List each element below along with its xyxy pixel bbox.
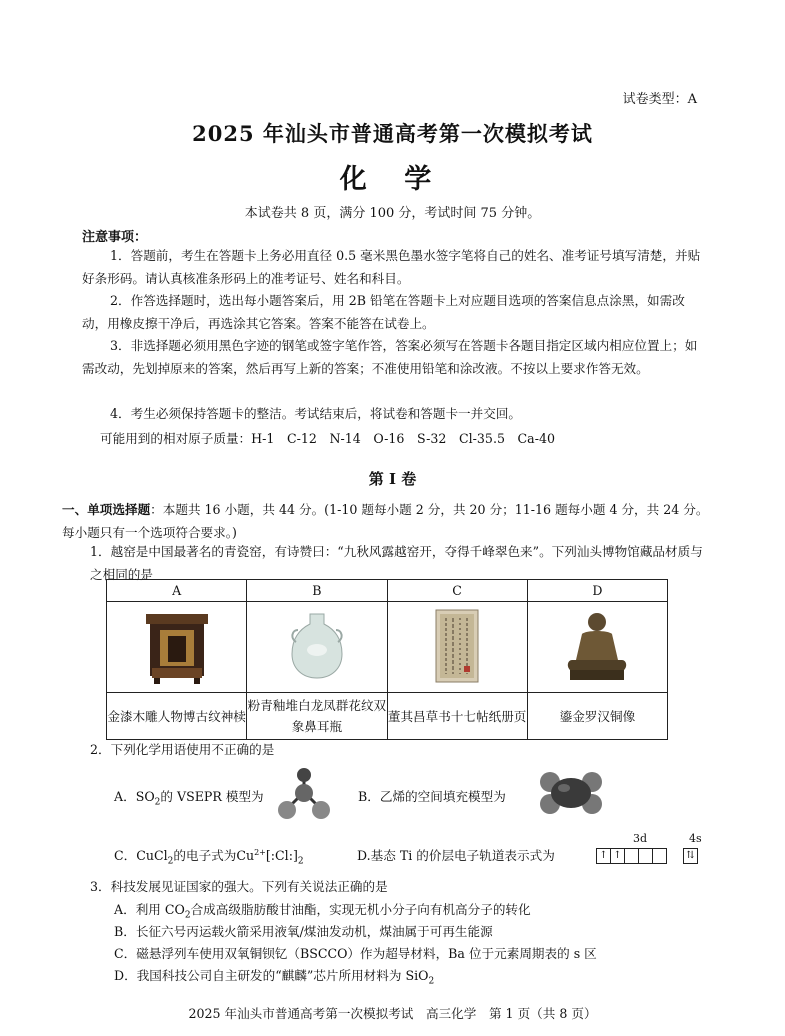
exam-title: 2025 年汕头市普通高考第一次模拟考试 [192, 121, 593, 146]
q2-a-label: A．SO [114, 789, 155, 804]
section-title: 第 I 卷 [368, 470, 417, 488]
orbital-3d-box-5 [652, 848, 667, 864]
orbital-3d-boxes [597, 848, 667, 867]
paper-type-label: 试卷类型：A [622, 92, 697, 107]
orbital-3d-box-4 [638, 848, 653, 864]
wooden-shrine-image [132, 606, 222, 686]
q1-image-c [387, 602, 527, 693]
vsepr-model-figure [266, 766, 342, 824]
part1-label: 一、单项选择题 [62, 502, 151, 517]
part1-text: ：本题共 16 小题，共 44 分。(1-10 题每小题 2 分，共 20 分；11-16 题每小题 4 分，共 24 分。每小题只有一个选项符合要求。) [62, 502, 709, 540]
note-item-2: 2．作答选择题时，选出每小题答案后，用 2B 铅笔在答题卡上对应题目选项的答案信息点涂黑，如需改动，用橡皮擦干净后，再选涂其它答案。答案不能答在试卷上。 [82, 293, 685, 331]
q2-c-rest: 的电子式为 [173, 848, 237, 863]
orbital-4s-boxes [684, 848, 698, 867]
q1-header-a: A [107, 580, 247, 602]
bronze-arhat-image [552, 606, 642, 686]
q3-option-d [114, 965, 434, 987]
q1-header-d: D [527, 580, 667, 602]
note-item-1: 1．答题前，考生在答题卡上务必用直径 0.5 毫米黑色墨水签字笔将自己的姓名、准考证号填写清楚，并贴好条形码。请认真核准条形码上的准考证号、姓名和科目。 [82, 248, 701, 286]
q1-stem: 1．越窑是中国最著名的青瓷窑，有诗赞曰：“九秋风露越窑开，夺得千峰翠色来”。下列汕头博物馆藏品材质与之相同的是 [90, 544, 703, 582]
subject-title: 化 学 [339, 164, 446, 195]
q2-stem: 2．下列化学用语使用不正确的是 [90, 742, 275, 757]
q3-d-sub: 2 [428, 976, 435, 987]
q2-c-label: C．CuCl [114, 848, 168, 863]
q2-c-charge: 2+ [254, 847, 266, 857]
q3-a-pre: A．利用 CO [114, 902, 185, 917]
q1-table [106, 579, 668, 740]
q3-option-b: B．长征六号丙运载火箭采用液氧/煤油发动机，煤油属于可再生能源 [114, 924, 493, 939]
q2-option-c [114, 845, 304, 867]
q1-header-b: B [247, 580, 387, 602]
q2-c-cation: Cu [236, 848, 255, 863]
q1-caption-d: 鎏金罗汉铜像 [527, 693, 667, 740]
orbital-3d-box-1: ↑ [596, 848, 611, 864]
q1-image-d [527, 602, 667, 693]
q2-a-rest: 的 VSEPR 模型为 [160, 789, 264, 804]
q2-c-anion: [:Cl:] [265, 848, 298, 863]
note-item-4: 4．考生必须保持答题卡的整洁。考试结束后，将试卷和答题卡一并交回。 [110, 406, 522, 421]
q3-stem: 3．科技发展见证国家的强大。下列有关说法正确的是 [90, 879, 388, 894]
q3-a-post: 合成高级脂肪酸甘油酯，实现无机小分子向有机高分子的转化 [190, 902, 531, 917]
q2-option-b: B．乙烯的空间填充模型为 [358, 789, 506, 804]
q3-a-sub: 2 [184, 910, 191, 921]
q3-option-c: C．磁悬浮列车使用双氧铜钡钇（BSCCO）作为超导材料，Ba 位于元素周期表的 s 区 [114, 946, 597, 961]
q1-header-c: C [387, 580, 527, 602]
q3-option-a [114, 899, 531, 921]
exam-info: 本试卷共 8 页，满分 100 分，考试时间 75 分钟。 [244, 206, 541, 221]
part1-heading [62, 499, 712, 544]
q1-image-a [107, 602, 247, 693]
q2-c-anion-sub: 2 [297, 856, 304, 867]
ethylene-model-figure [536, 770, 606, 816]
q1-image-b [247, 602, 387, 693]
q2-option-d: D.基态 Ti 的价层电子轨道表示式为 [357, 848, 555, 863]
orbital-3d-box-2: ↑ [610, 848, 625, 864]
orbital-4s-label: 4s [689, 832, 702, 845]
notes-title: 注意事项： [82, 230, 148, 245]
q2-option-a [114, 786, 264, 808]
q1-caption-c: 董其昌草书十七帖纸册页 [387, 693, 527, 740]
q1-caption-b: 粉青釉堆白龙凤群花纹双象鼻耳瓶 [247, 693, 387, 740]
q1-caption-a: 金漆木雕人物博古纹神椟 [107, 693, 247, 740]
orbital-3d-label: 3d [633, 832, 648, 845]
page-footer: 2025 年汕头市普通高考第一次模拟考试 高三化学 第 1 页（共 8 页） [188, 1006, 597, 1021]
q3-d-pre: D．我国科技公司自主研发的“麒麟”芯片所用材料为 SiO [114, 968, 429, 983]
q2-a-sub: 2 [154, 797, 161, 808]
atomic-masses: 可能用到的相对原子质量：H-1 C-12 N-14 O-16 S-32 Cl-35.5 Ca-40 [100, 431, 555, 446]
celadon-vase-image [272, 606, 362, 686]
q2-c-sub: 2 [167, 856, 174, 867]
orbital-3d-box-3 [624, 848, 639, 864]
note-item-3: 3．非选择题必须用黑色字迹的钢笔或签字笔作答，答案必须写在答题卡各题目指定区域内相应位置上；如需改动，先划掉原来的答案，然后再写上新的答案；不准使用铅笔和涂改液。不按以上要求作答无效。 [82, 338, 698, 376]
calligraphy-album-image [412, 606, 502, 686]
orbital-4s-box: ⇅ [683, 848, 698, 864]
